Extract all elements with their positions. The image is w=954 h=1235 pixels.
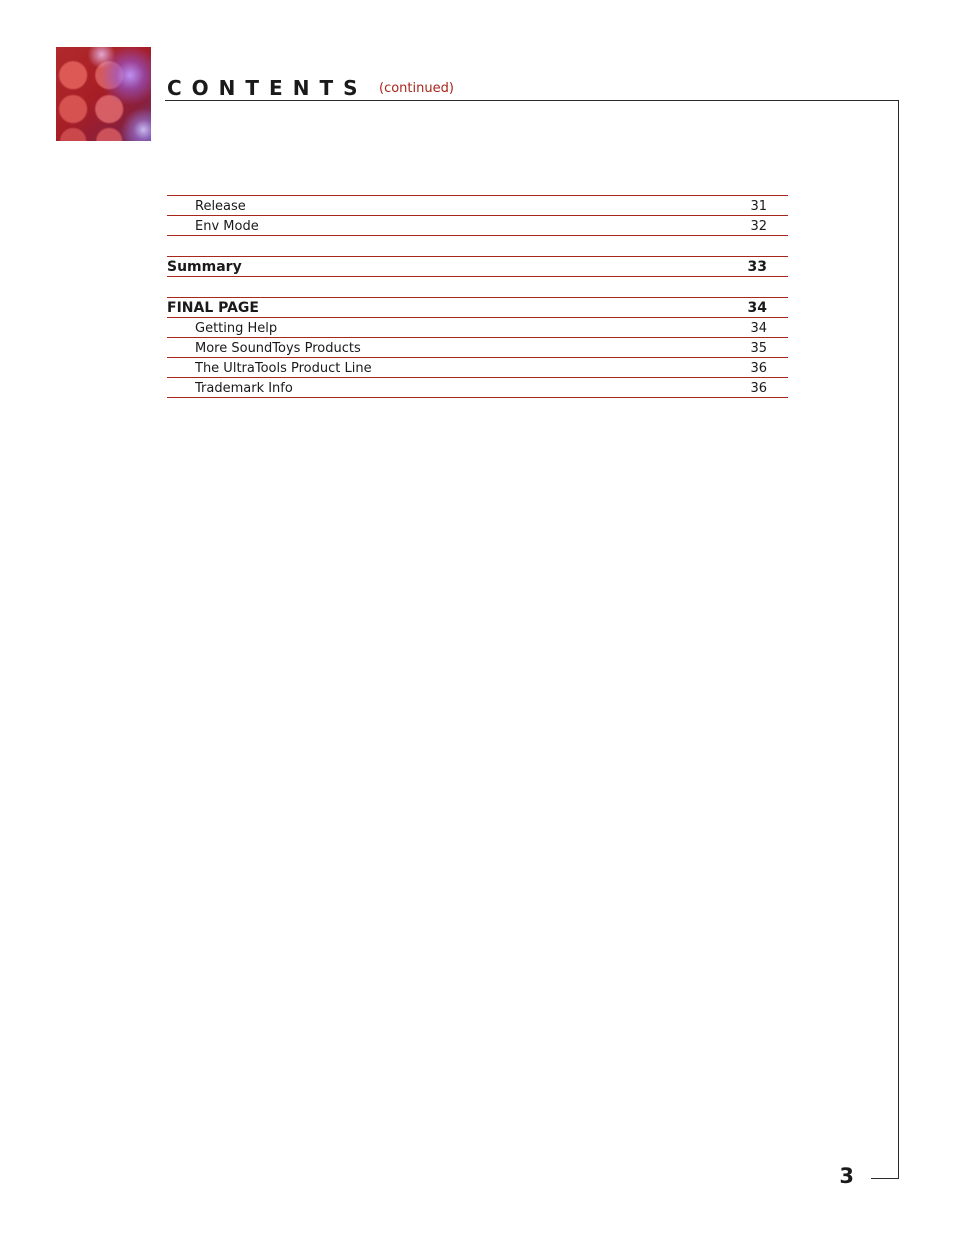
- toc-section-summary[interactable]: [167, 256, 788, 277]
- toc-section-label: Summary: [167, 259, 242, 275]
- toc-entry-label: Trademark Info: [195, 381, 293, 396]
- toc-entry-page: 32: [750, 219, 767, 234]
- toc-entry-release[interactable]: [167, 195, 788, 215]
- toc-entry-page: 35: [750, 341, 767, 356]
- header-corner-image: [56, 47, 151, 141]
- toc-entry-page: 36: [750, 361, 767, 376]
- toc-entry-label: Release: [195, 199, 246, 214]
- toc-entry-label: More SoundToys Products: [195, 341, 361, 356]
- toc-entry-page: 36: [750, 381, 767, 396]
- toc-section-page: 33: [747, 259, 767, 275]
- toc-entry-label: Getting Help: [195, 321, 278, 336]
- frame-top-rule: [165, 100, 899, 101]
- page-number: 3: [839, 1164, 854, 1188]
- toc-section-page: 34: [747, 300, 767, 316]
- continued-label: (continued): [379, 81, 454, 96]
- toc-section-final-page[interactable]: [167, 297, 788, 317]
- toc-entry-trademark-info[interactable]: [167, 377, 788, 398]
- page-title: CONTENTS: [167, 76, 368, 100]
- frame-right-rule: [898, 100, 899, 1179]
- frame-bottom-rule: [871, 1178, 899, 1179]
- table-of-contents: [167, 195, 788, 398]
- toc-spacer: [167, 236, 788, 256]
- toc-entry-getting-help[interactable]: [167, 317, 788, 337]
- toc-section-label: FINAL PAGE: [167, 300, 259, 316]
- toc-entry-env-mode[interactable]: [167, 215, 788, 236]
- toc-entry-page: 34: [750, 321, 767, 336]
- toc-entry-label: The UltraTools Product Line: [195, 361, 372, 376]
- toc-entry-page: 31: [750, 199, 767, 214]
- toc-entry-ultratools-product-line[interactable]: [167, 357, 788, 377]
- toc-spacer: [167, 277, 788, 297]
- toc-entry-more-soundtoys-products[interactable]: [167, 337, 788, 357]
- toc-entry-label: Env Mode: [195, 219, 259, 234]
